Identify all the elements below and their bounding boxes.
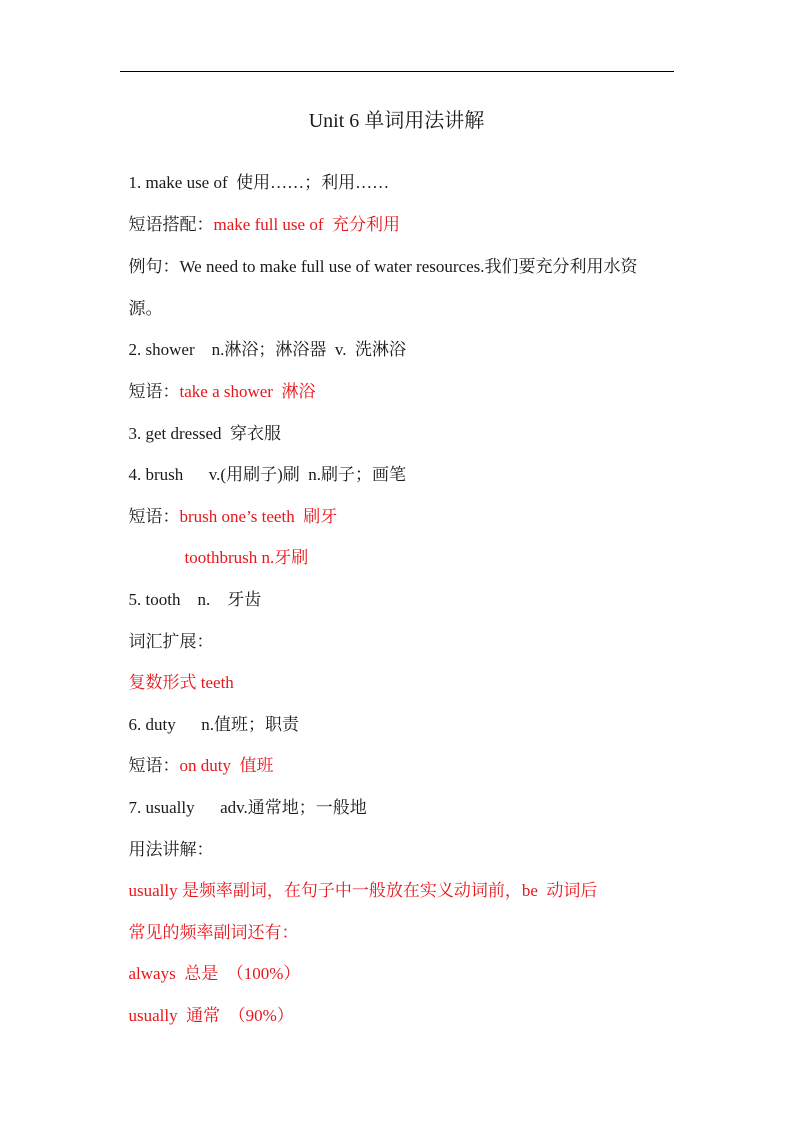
highlight-segment: 复数形式 teeth [128, 673, 234, 692]
text-segment: 2. shower n.淋浴；淋浴器 v. 洗淋浴 [128, 340, 406, 359]
text-segment: 例句：We need to make full use of water resources.我们要充分利用水资 [128, 257, 638, 276]
text-segment: 6. duty n.值班；职责 [128, 715, 299, 734]
phrase-line-indented [176, 522, 308, 570]
highlight-segment: always 总是 （100%） [128, 964, 301, 983]
text-segment: 短语搭配： [128, 215, 214, 234]
highlight-segment: take a shower 淋浴 [179, 382, 316, 401]
entry-shower [120, 314, 406, 362]
text-segment: 3. get dressed 穿衣服 [128, 424, 282, 443]
text-segment: 1. make use of 使用……；利用…… [128, 173, 390, 192]
text-segment: 用法讲解： [128, 840, 214, 859]
highlight-segment: on duty 值班 [179, 756, 274, 775]
phrase-line [120, 189, 400, 237]
highlight-segment: usually 是频率副词，在句子中一般放在实义动词前，be 动词后 [128, 881, 598, 900]
text-segment: 源。 [128, 299, 163, 318]
page-title: Unit 6 单词用法讲解 [308, 110, 485, 132]
entry-tooth [120, 564, 261, 612]
highlight-segment: usually 通常 （90%） [128, 1006, 294, 1025]
header-rule [120, 71, 674, 72]
text-segment: 短语： [128, 382, 180, 401]
highlight-segment: brush one’s teeth 刷牙 [179, 507, 338, 526]
entry-usually [120, 772, 367, 820]
phrase-line [120, 356, 315, 404]
entry-make-use-of [120, 147, 389, 195]
highlight-segment: make full use of 充分利用 [213, 215, 400, 234]
text-segment: 短语： [128, 507, 180, 526]
text-segment: 4. brush v.(用刷子)刷 n.刷子；画笔 [128, 465, 406, 484]
frequency-adverb-item [120, 980, 294, 1028]
text-segment: 5. tooth n. 牙齿 [128, 590, 262, 609]
frequency-adverb-item [120, 938, 300, 986]
phrase-line [120, 730, 273, 778]
text-segment: 7. usually adv.通常地；一般地 [128, 798, 367, 817]
highlight-segment: 常见的频率副词还有： [128, 923, 299, 942]
usage-note [120, 855, 597, 903]
highlight-segment: toothbrush n.牙刷 [184, 548, 309, 567]
entry-brush [120, 439, 406, 487]
plural-form-line [120, 647, 234, 695]
example-sentence [120, 231, 637, 279]
text-segment: 短语： [128, 756, 180, 775]
text-segment: 词汇扩展： [128, 632, 214, 651]
